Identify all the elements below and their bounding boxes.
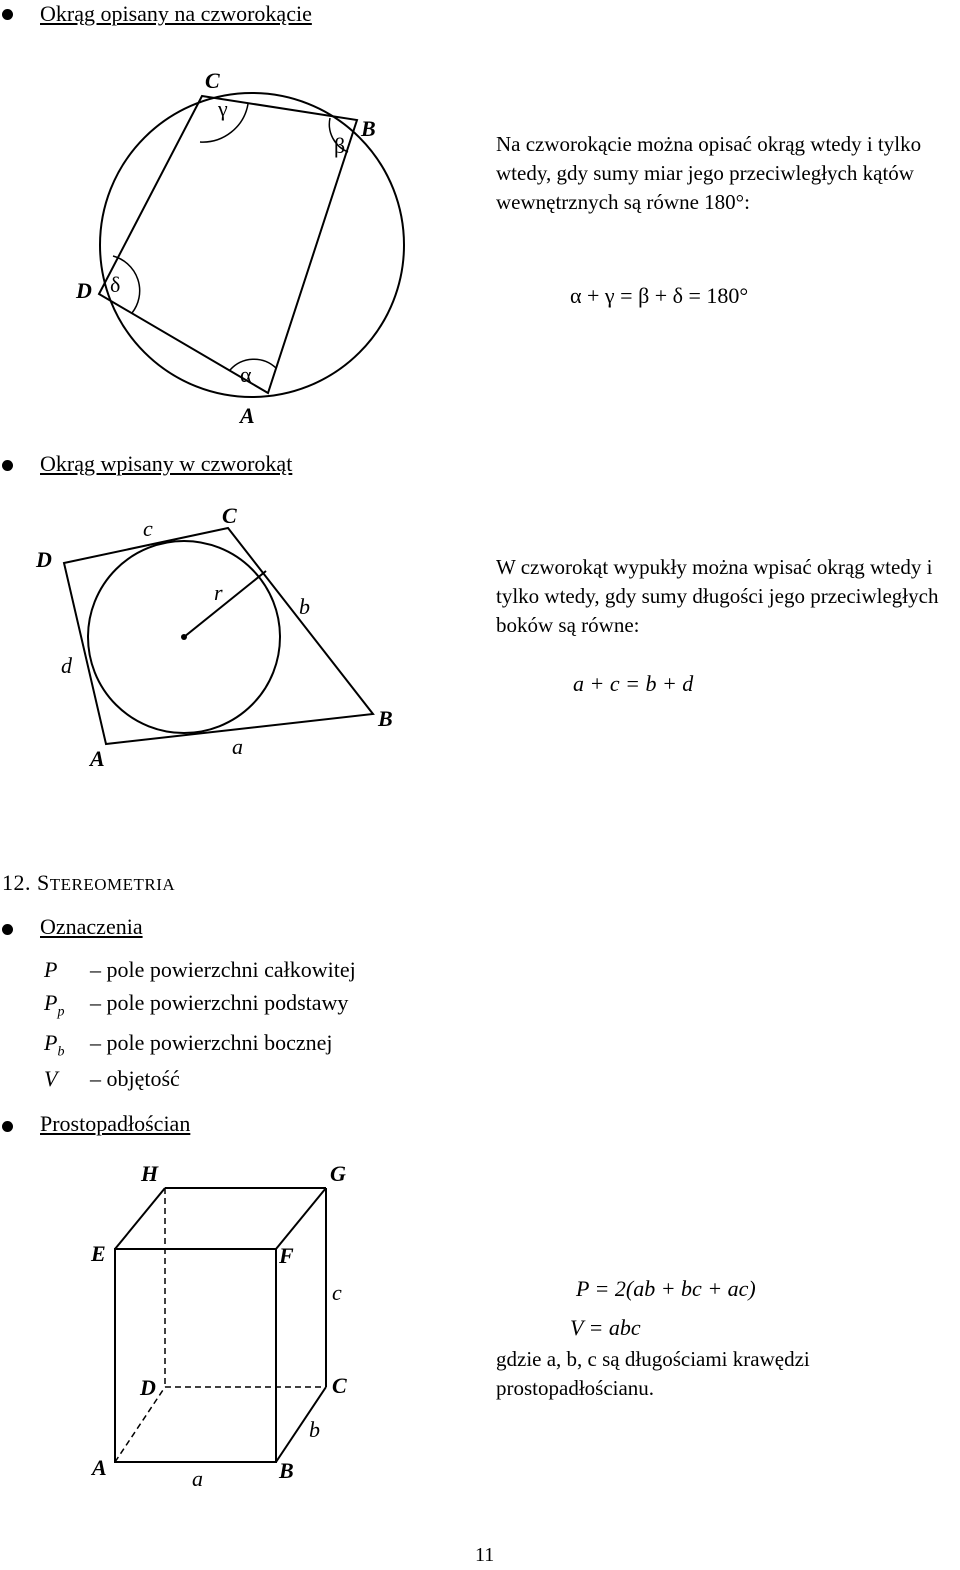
- vertex-label-A: A: [240, 403, 255, 428]
- angle-label-alpha: α: [240, 362, 252, 387]
- circumscribed-description: Na czworokącie można opisać okrąg wtedy i tylko wtedy, gdy sumy miar jego przeciwległych kątów wewnętrznych są równe 180°:: [496, 132, 922, 214]
- side-label-a: a: [232, 734, 243, 759]
- cuboid-formula-volume: V = abc: [570, 1315, 641, 1340]
- notation-item: [44, 957, 356, 983]
- notation-symbol: $P_b$: [44, 1030, 65, 1060]
- vertex-label-C: C: [332, 1373, 347, 1398]
- angle-label-gamma: γ: [218, 96, 228, 121]
- cuboid-description: gdzie a, b, c są długościami krawędzi prostopadłościanu.: [496, 1347, 810, 1400]
- notation-text: – objętość: [90, 1066, 180, 1091]
- bullet: [2, 1121, 13, 1132]
- vertex-label-D: D: [36, 547, 52, 572]
- page-number: 11: [475, 1544, 495, 1566]
- inscribed-formula: a + c = b + d: [573, 671, 694, 696]
- angle-arc-alpha: [230, 359, 276, 370]
- bullet: [2, 924, 13, 935]
- angle-label-delta: δ: [110, 272, 121, 297]
- vertex-label-C: C: [222, 503, 237, 528]
- circumscribed-formula: α + γ = β + δ = 180°: [570, 283, 749, 308]
- notation-text: – pole powierzchni podstawy: [90, 990, 349, 1015]
- section-heading-cuboid: Prostopadłościan: [40, 1111, 191, 1136]
- notation-symbol: V: [44, 1066, 58, 1091]
- circumscribed-circle: [100, 93, 404, 397]
- radius-label-r: r: [214, 580, 223, 605]
- cuboid-diagram: [0, 1150, 480, 1510]
- bullet: [2, 460, 13, 471]
- vertex-label-A: A: [90, 746, 105, 771]
- vertex-label-D: D: [76, 278, 92, 303]
- section-heading-notation: Oznaczenia: [40, 914, 143, 939]
- vertex-label-G: G: [330, 1161, 346, 1186]
- notation-text: – pole powierzchni bocznej: [90, 1030, 333, 1055]
- vertex-label-H: H: [141, 1161, 159, 1186]
- chapter-title-rest: TEREOMETRIA: [49, 875, 176, 894]
- cyclic-quadrilateral: [99, 96, 357, 393]
- angle-label-beta: β: [334, 133, 346, 158]
- section-heading-circumscribed: Okrąg opisany na czworokącie: [40, 1, 312, 26]
- vertex-label-A: A: [92, 1455, 107, 1480]
- notation-item: [44, 1066, 180, 1092]
- vertex-label-C: C: [205, 68, 220, 93]
- cuboid-formula-area: P = 2(ab + bc + ac): [576, 1276, 756, 1301]
- notation-item: [44, 1030, 333, 1060]
- notation-symbol: $P_p$: [44, 990, 65, 1020]
- notation-text: – pole powierzchni całkowitej: [90, 957, 356, 982]
- inscribed-description: W czworokąt wypukły można wpisać okrąg wtedy i tylko wtedy, gdy sumy długości jego przeciwległych boków są równe:: [496, 555, 939, 637]
- chapter-title-first: S: [37, 870, 50, 895]
- vertex-label-D: D: [140, 1375, 156, 1400]
- vertex-label-F: F: [279, 1243, 294, 1268]
- side-label-d: d: [61, 653, 72, 678]
- vertex-label-B: B: [378, 706, 393, 731]
- cuboid-front-face: [115, 1249, 276, 1462]
- edge-label-a: a: [192, 1466, 203, 1491]
- vertex-label-B: B: [361, 116, 376, 141]
- notation-symbol: P: [44, 957, 58, 982]
- section-heading-inscribed: Okrąg wpisany w czworokąt: [40, 451, 293, 476]
- chapter-heading: [2, 870, 175, 896]
- circle-center-point: [181, 634, 187, 640]
- radius-line: [184, 571, 266, 637]
- side-label-c: c: [143, 516, 153, 541]
- tangential-quadrilateral: [64, 528, 373, 744]
- vertex-label-E: E: [91, 1241, 106, 1266]
- side-label-b: b: [299, 594, 310, 619]
- vertex-label-B: B: [279, 1458, 294, 1483]
- chapter-number: 12.: [2, 870, 31, 895]
- edge-label-b: b: [309, 1417, 320, 1442]
- notation-item: [44, 990, 348, 1020]
- edge-label-c: c: [332, 1280, 342, 1305]
